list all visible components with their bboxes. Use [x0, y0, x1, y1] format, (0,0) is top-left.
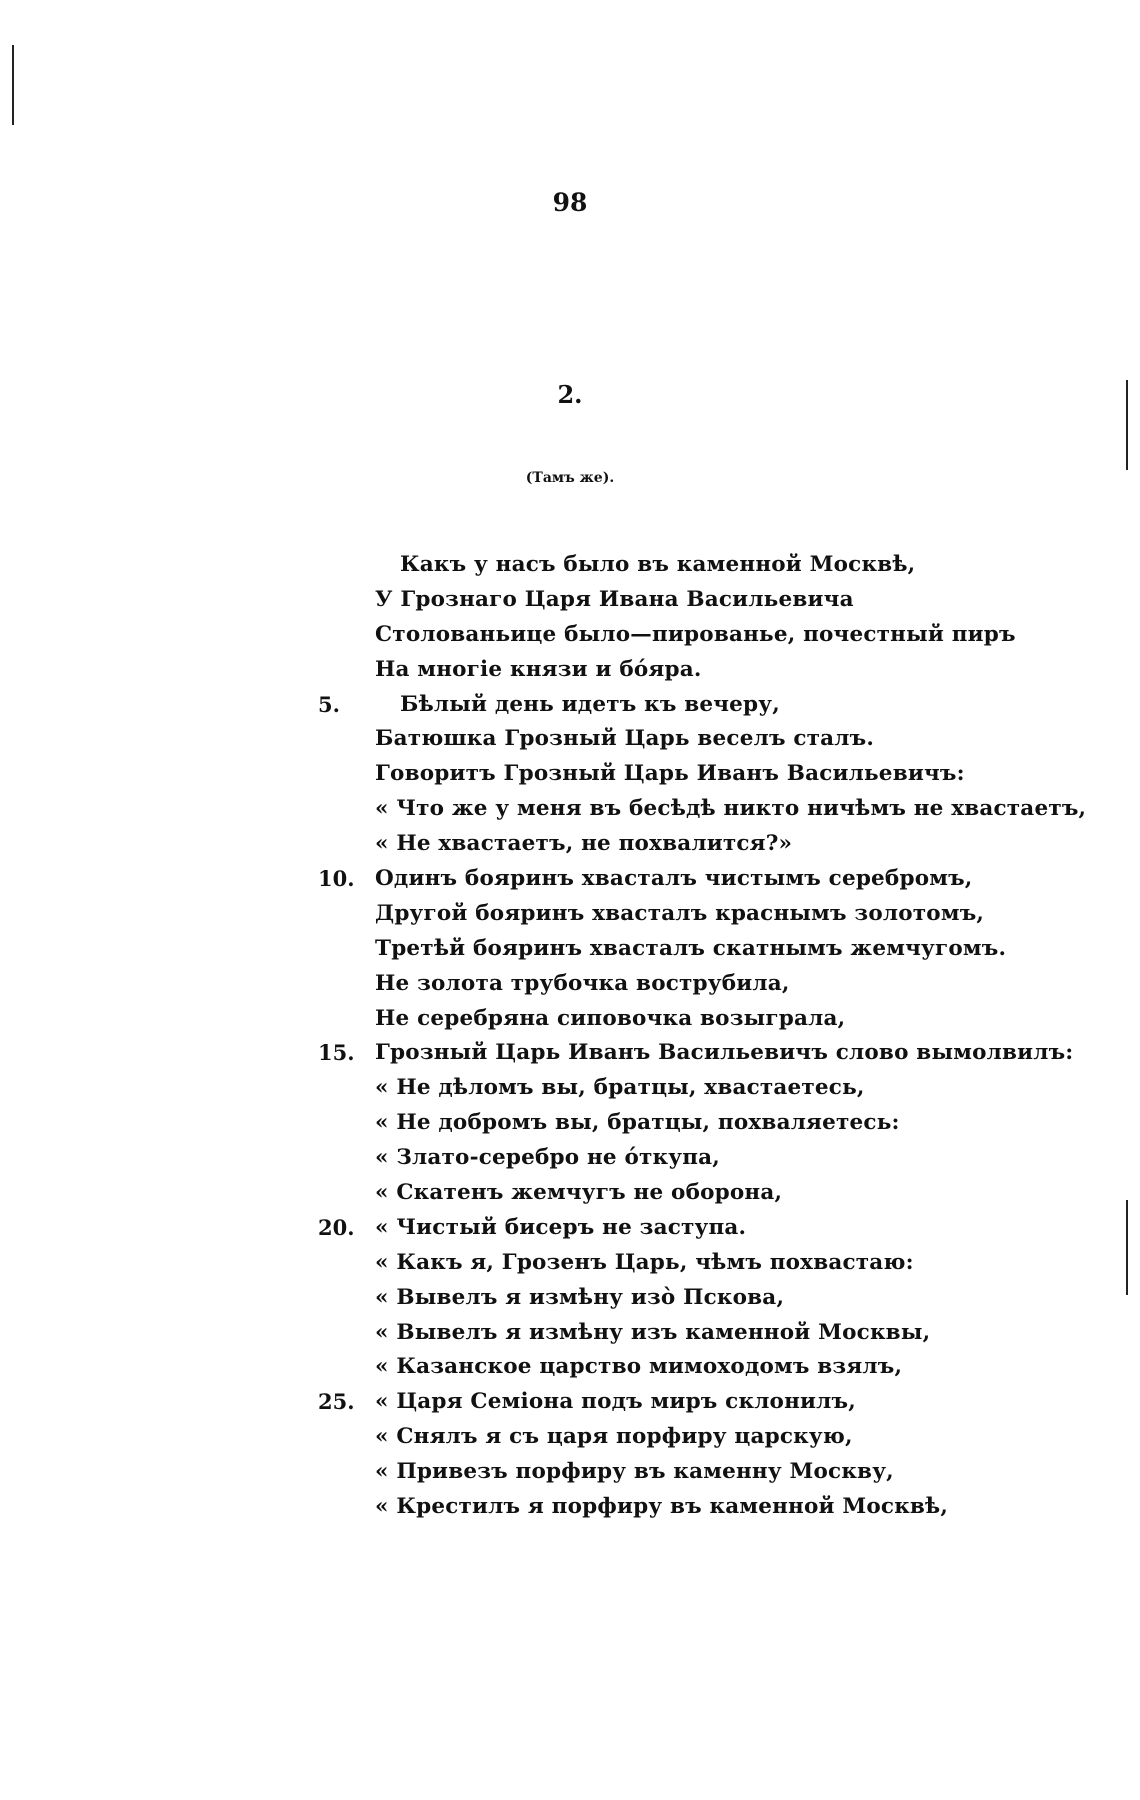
verse-line — [0, 862, 1140, 897]
verse-line — [0, 618, 1140, 653]
line-text: « Снялъ я съ царя порфиру царскую, — [375, 1424, 853, 1450]
line-number: 10. — [318, 866, 355, 892]
verse-line — [0, 1141, 1140, 1176]
line-text: Бѣлый день идетъ къ вечеру, — [400, 691, 780, 717]
verse-line — [0, 1316, 1140, 1351]
line-text: « Не добромъ вы, братцы, похваляетесь: — [375, 1110, 900, 1136]
line-number: 15. — [318, 1040, 355, 1066]
verse-line — [0, 1455, 1140, 1490]
verse-line — [0, 1002, 1140, 1037]
verse-line — [0, 827, 1140, 862]
verse-line — [0, 757, 1140, 792]
source-note: (Тамъ же). — [525, 470, 615, 486]
line-text: « Чистый бисеръ не заступа. — [375, 1214, 747, 1240]
verse-line — [0, 1420, 1140, 1455]
line-number: 25. — [318, 1389, 355, 1415]
verse-line — [0, 1036, 1140, 1071]
line-text: Какъ у насъ было въ каменной Москвѣ, — [400, 552, 916, 577]
verse-line — [0, 583, 1140, 618]
verse-line — [0, 722, 1140, 757]
verse-line — [0, 688, 1140, 723]
line-text: « Вывелъ я измѣну изъ каменной Москвы, — [375, 1319, 931, 1345]
line-text: Другой бояринъ хвасталъ краснымъ золотомъ, — [375, 900, 985, 926]
verse-line — [0, 1071, 1140, 1106]
line-text: « Привезъ порфиру въ каменну Москву, — [375, 1459, 894, 1485]
verse-line — [0, 1350, 1140, 1385]
line-number: 5. — [318, 691, 340, 717]
line-text: Третѣй бояринъ хвасталъ скатнымъ жемчугомъ. — [375, 935, 1007, 961]
page-number: 98 — [552, 188, 588, 217]
line-text: « Царя Семіона подъ миръ склонилъ, — [375, 1389, 856, 1415]
verse-line — [0, 1281, 1140, 1316]
verse-line — [0, 653, 1140, 688]
line-text: « Злато-серебро не о́ткупа, — [375, 1145, 720, 1171]
line-text: « Скатенъ жемчугъ не оборона, — [375, 1180, 783, 1206]
line-text: Одинъ бояринъ хвасталъ чистымъ серебромъ, — [375, 866, 973, 892]
verse-line — [0, 1176, 1140, 1211]
verse-line — [0, 967, 1140, 1002]
line-text: « Вывелъ я измѣну изо̀ Пскова, — [375, 1284, 785, 1310]
line-text: Говоритъ Грозный Царь Иванъ Васильевичъ: — [375, 761, 965, 787]
section-number: 2. — [557, 380, 583, 409]
verse-line — [0, 1211, 1140, 1246]
poem-body — [0, 548, 1140, 1525]
verse-line — [0, 932, 1140, 967]
line-text: Грозный Царь Иванъ Васильевичъ слово вымолвилъ: — [375, 1040, 1074, 1066]
line-number: 20. — [318, 1214, 355, 1240]
left-edge-mark — [12, 45, 14, 125]
verse-line — [0, 897, 1140, 932]
line-text: « Не хвастаетъ, не похвалится?» — [375, 831, 793, 857]
verse-line — [0, 1106, 1140, 1141]
line-text: Не серебряна сиповочка возыграла, — [375, 1005, 846, 1031]
line-text: « Какъ я, Грозенъ Царь, чѣмъ похвастаю: — [375, 1249, 914, 1275]
line-text: Батюшка Грозный Царь веселъ сталъ. — [375, 726, 875, 752]
line-text: « Казанское царство мимоходомъ взялъ, — [375, 1354, 903, 1380]
line-text: Столованьице было—пированье, почестный пиръ — [375, 621, 1016, 647]
verse-line — [0, 548, 1140, 583]
line-text: « Не дѣломъ вы, братцы, хвастаетесь, — [375, 1075, 865, 1101]
verse-line — [0, 1490, 1140, 1525]
verse-line — [0, 1246, 1140, 1281]
line-text: У Грознаго Царя Ивана Васильевича — [375, 586, 854, 612]
line-text: На многіе князи и бо́яра. — [375, 656, 702, 682]
verse-line — [0, 792, 1140, 827]
verse-line — [0, 1385, 1140, 1420]
line-text: « Крестилъ я порфиру въ каменной Москвѣ, — [375, 1494, 949, 1520]
line-text: « Что же у меня въ бесѣдѣ никто ничѣмъ не хвастаетъ, — [375, 796, 1087, 822]
line-text: Не золота трубочка вострубила, — [375, 970, 790, 996]
